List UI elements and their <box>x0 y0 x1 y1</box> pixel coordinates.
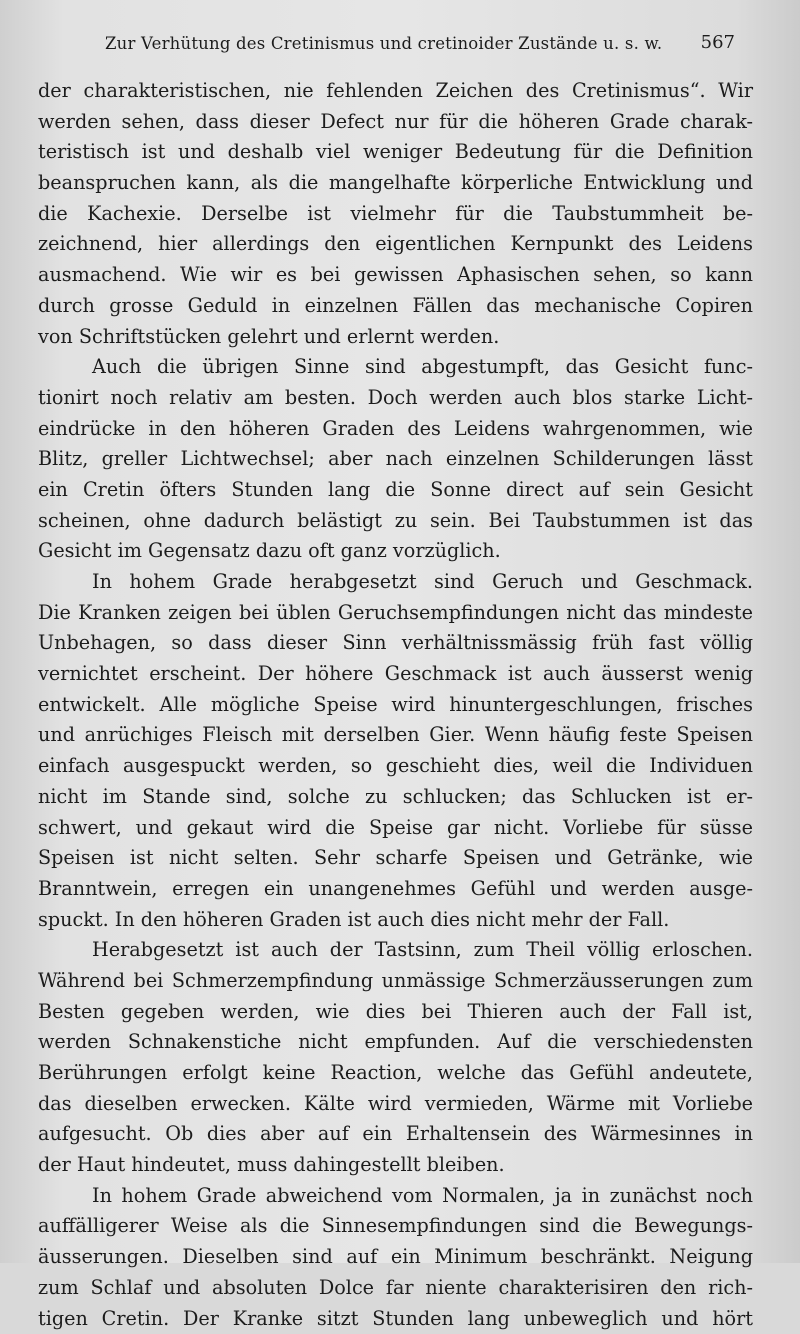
text-line: Auch die übrigen Sinne sind abgestumpft, das Gesicht func- <box>38 352 753 383</box>
page-number: 567 <box>701 32 735 53</box>
text-line: spuckt. In den höheren Graden ist auch dies nicht mehr der Fall. <box>38 905 753 936</box>
text-line: Branntwein, erregen ein unangenehmes Gefühl und werden ausge- <box>38 874 753 905</box>
text-line: vernichtet erscheint. Der höhere Geschmack ist auch äusserst wenig <box>38 659 753 690</box>
text-line: einfach ausgespuckt werden, so geschieht dies, weil die Individuen <box>38 751 753 782</box>
text-line: Während bei Schmerzempfindung unmässige Schmerzäusserungen zum <box>38 966 753 997</box>
text-line: durch grosse Geduld in einzelnen Fällen das mechanische Copiren <box>38 291 753 322</box>
running-head-title: Zur Verhütung des Cretinismus und cretinoider Zustände u. s. w. <box>105 34 662 53</box>
text-line: beanspruchen kann, als die mangelhafte körperliche Entwicklung und <box>38 168 753 199</box>
text-line: Unbehagen, so dass dieser Sinn verhältnissmässig früh fast völlig <box>38 628 753 659</box>
text-line: zeichnend, hier allerdings den eigentlichen Kernpunkt des Leidens <box>38 229 753 260</box>
running-head <box>105 34 735 58</box>
body-text <box>38 76 753 1334</box>
text-line: teristisch ist und deshalb viel weniger Bedeutung für die Definition <box>38 137 753 168</box>
text-line: tigen Cretin. Der Kranke sitzt Stunden lang unbeweglich und hört <box>38 1304 753 1334</box>
text-line: zum Schlaf und absoluten Dolce far niente charakterisiren den rich- <box>38 1273 753 1304</box>
text-line: die Kachexie. Derselbe ist vielmehr für die Taubstummheit be- <box>38 199 753 230</box>
text-line: nicht im Stande sind, solche zu schlucken; das Schlucken ist er- <box>38 782 753 813</box>
text-line: eindrücke in den höheren Graden des Leidens wahrgenommen, wie <box>38 414 753 445</box>
text-line: In hohem Grade herabgesetzt sind Geruch und Geschmack. <box>38 567 753 598</box>
text-line: das dieselben erwecken. Kälte wird vermieden, Wärme mit Vorliebe <box>38 1089 753 1120</box>
text-line: entwickelt. Alle mögliche Speise wird hinuntergeschlungen, frisches <box>38 690 753 721</box>
text-line: Blitz, greller Lichtwechsel; aber nach einzelnen Schilderungen lässt <box>38 444 753 475</box>
text-line: Herabgesetzt ist auch der Tastsinn, zum Theil völlig erloschen. <box>38 935 753 966</box>
text-line: Besten gegeben werden, wie dies bei Thieren auch der Fall ist, <box>38 997 753 1028</box>
text-line: aufgesucht. Ob dies aber auf ein Erhaltensein des Wärmesinnes in <box>38 1119 753 1150</box>
text-line: und anrüchiges Fleisch mit derselben Gier. Wenn häufig feste Speisen <box>38 720 753 751</box>
text-line: schwert, und gekaut wird die Speise gar nicht. Vorliebe für süsse <box>38 813 753 844</box>
text-line: Gesicht im Gegensatz dazu oft ganz vorzüglich. <box>38 536 753 567</box>
text-line: Berührungen erfolgt keine Reaction, welche das Gefühl andeutete, <box>38 1058 753 1089</box>
text-line: äusserungen. Dieselben sind auf ein Minimum beschränkt. Neigung <box>38 1242 753 1273</box>
text-line: Speisen ist nicht selten. Sehr scharfe Speisen und Getränke, wie <box>38 843 753 874</box>
text-line: In hohem Grade abweichend vom Normalen, ja in zunächst noch <box>38 1181 753 1212</box>
text-line: werden sehen, dass dieser Defect nur für die höheren Grade charak- <box>38 107 753 138</box>
text-line: werden Schnakenstiche nicht empfunden. Auf die verschiedensten <box>38 1027 753 1058</box>
text-line: der charakteristischen, nie fehlenden Zeichen des Cretinismus“. Wir <box>38 76 753 107</box>
text-line: scheinen, ohne dadurch belästigt zu sein. Bei Taubstummen ist das <box>38 506 753 537</box>
text-line: auffälligerer Weise als die Sinnesempfindungen sind die Bewegungs- <box>38 1211 753 1242</box>
text-line: der Haut hindeutet, muss dahingestellt bleiben. <box>38 1150 753 1181</box>
text-line: ausmachend. Wie wir es bei gewissen Aphasischen sehen, so kann <box>38 260 753 291</box>
text-line: von Schriftstücken gelehrt und erlernt werden. <box>38 322 753 353</box>
text-line: tionirt noch relativ am besten. Doch werden auch blos starke Licht- <box>38 383 753 414</box>
text-line: Die Kranken zeigen bei üblen Geruchsempfindungen nicht das mindeste <box>38 598 753 629</box>
text-line: ein Cretin öfters Stunden lang die Sonne direct auf sein Gesicht <box>38 475 753 506</box>
